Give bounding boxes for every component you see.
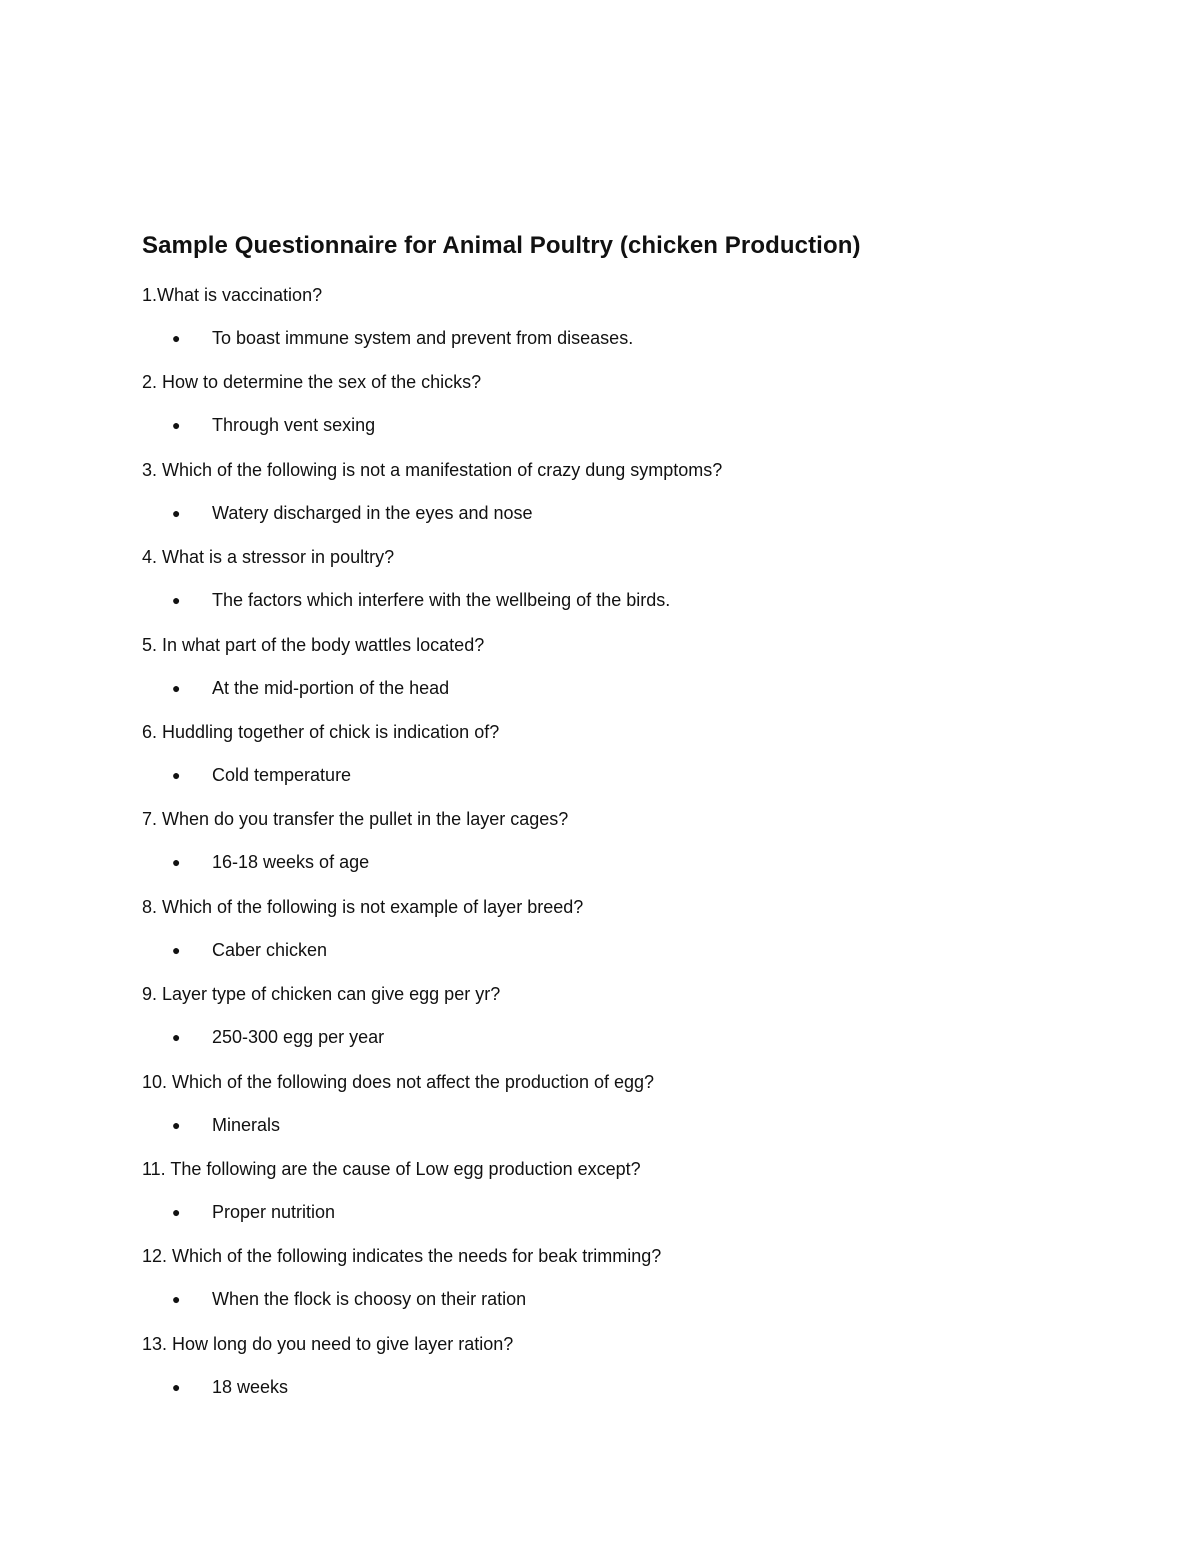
question-text: 3. Which of the following is not a manifestation of crazy dung symptoms? bbox=[142, 459, 723, 480]
question-text: 10. Which of the following does not affect the production of egg? bbox=[142, 1071, 655, 1092]
question-text: 12. Which of the following indicates the needs for beak trimming? bbox=[142, 1246, 662, 1267]
qa-item-6 bbox=[142, 719, 1092, 806]
bullet-icon: ● bbox=[172, 1116, 181, 1133]
qa-item-3 bbox=[142, 457, 1092, 544]
bullet-icon: ● bbox=[172, 679, 181, 696]
answer-row bbox=[172, 1374, 288, 1400]
answer-text: 250-300 egg per year bbox=[212, 1027, 385, 1048]
answer-text: 18 weeks bbox=[212, 1376, 289, 1397]
qa-item-4 bbox=[142, 544, 1092, 631]
question-text: 2. How to determine the sex of the chicks? bbox=[142, 372, 482, 393]
answer-row bbox=[172, 675, 449, 701]
answer-row bbox=[172, 325, 633, 351]
qa-item-2 bbox=[142, 369, 1092, 456]
question-text: 8. Which of the following is not example of layer breed? bbox=[142, 896, 584, 917]
bullet-icon: ● bbox=[172, 330, 181, 346]
answer-text: Cold temperature bbox=[212, 764, 352, 785]
question-text: 6. Huddling together of chick is indication of? bbox=[142, 721, 500, 742]
answer-row bbox=[172, 500, 533, 526]
question-text: 1.What is vaccination? bbox=[142, 285, 323, 305]
qa-item-10 bbox=[142, 1069, 1092, 1156]
answer-text: At the mid-portion of the head bbox=[212, 677, 450, 698]
answer-text: 16-18 weeks of age bbox=[212, 852, 370, 873]
bullet-icon: ● bbox=[172, 1378, 181, 1395]
bullet-icon: ● bbox=[172, 504, 181, 521]
answer-text: To boast immune system and prevent from diseases. bbox=[212, 328, 634, 348]
question-text: 5. In what part of the body wattles located? bbox=[142, 634, 485, 655]
qa-item-8 bbox=[142, 894, 1092, 981]
qa-item-11 bbox=[142, 1156, 1092, 1243]
bullet-icon: ● bbox=[172, 592, 181, 609]
answer-text: Proper nutrition bbox=[212, 1201, 336, 1222]
document-title: Sample Questionnaire for Animal Poultry (chicken Production) bbox=[142, 232, 861, 259]
answer-row bbox=[172, 412, 375, 438]
bullet-icon: ● bbox=[172, 417, 181, 434]
answer-row bbox=[172, 762, 351, 788]
bullet-icon: ● bbox=[172, 1291, 181, 1308]
qa-item-5 bbox=[142, 632, 1092, 719]
answer-row bbox=[172, 1286, 526, 1312]
qa-item-13 bbox=[142, 1331, 1092, 1418]
bullet-icon: ● bbox=[172, 854, 181, 871]
qa-item-1 bbox=[142, 282, 1092, 369]
answer-row bbox=[172, 849, 369, 875]
answer-text: Caber chicken bbox=[212, 939, 328, 960]
answer-row bbox=[172, 937, 327, 963]
question-list bbox=[142, 282, 1092, 1418]
question-text: 4. What is a stressor in poultry? bbox=[142, 547, 395, 568]
question-text: 13. How long do you need to give layer ration? bbox=[142, 1333, 514, 1354]
qa-item-9 bbox=[142, 981, 1092, 1068]
answer-row bbox=[172, 587, 670, 613]
answer-row bbox=[172, 1024, 384, 1050]
answer-text: Through vent sexing bbox=[212, 415, 376, 436]
answer-text: The factors which interfere with the wellbeing of the birds. bbox=[212, 590, 671, 611]
qa-item-12 bbox=[142, 1243, 1092, 1330]
bullet-icon: ● bbox=[172, 1029, 181, 1046]
qa-item-7 bbox=[142, 806, 1092, 893]
question-text: 9. Layer type of chicken can give egg per yr? bbox=[142, 984, 501, 1005]
bullet-icon: ● bbox=[172, 766, 181, 783]
answer-row bbox=[172, 1112, 280, 1138]
answer-row bbox=[172, 1199, 335, 1225]
question-text: 7. When do you transfer the pullet in the layer cages? bbox=[142, 809, 569, 830]
answer-text: Watery discharged in the eyes and nose bbox=[212, 502, 533, 523]
answer-text: When the flock is choosy on their ration bbox=[212, 1289, 527, 1310]
bullet-icon: ● bbox=[172, 941, 181, 958]
question-text: 11. The following are the cause of Low egg production except? bbox=[142, 1158, 641, 1179]
answer-text: Minerals bbox=[212, 1114, 281, 1135]
bullet-icon: ● bbox=[172, 1203, 181, 1220]
